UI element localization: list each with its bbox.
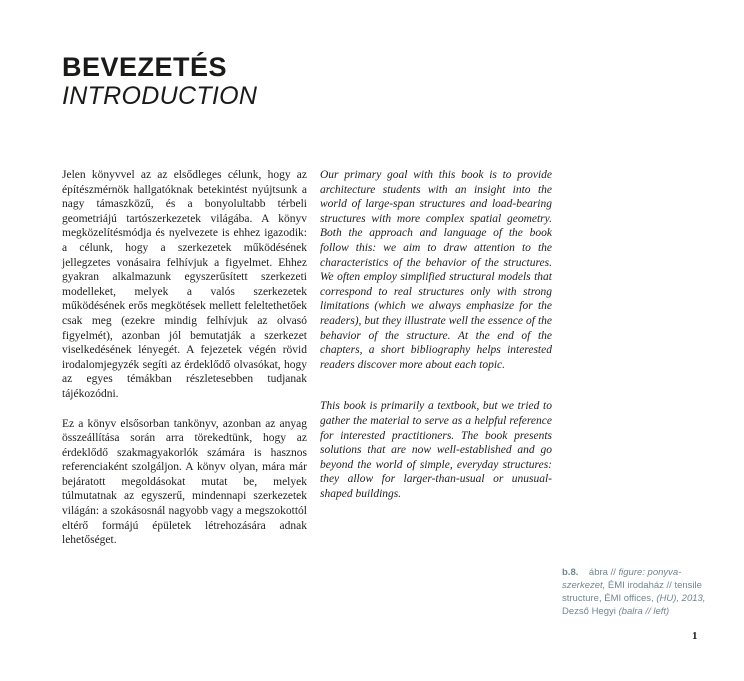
paragraph-hu-2: Ez a könyv elsősorban tankönyv, azonban az anyag összeállítása során arra törekedtünk, hogy az érdeklődő szakmagyakorlók számára is hasznos referenciaként szolgáljon. A könyv olyan, mára már bejáratott megoldásokat mutat be, melyek túlmutatnak az egyszerű, mindennapi szerkezetek világán: a szokásosnál nagyobb vagy a megszokottól eltérő formájú épületek létrehozására adnak lehetőséget. bbox=[62, 417, 307, 547]
caption-line: b.8. ábra // figure: ponyva- bbox=[562, 567, 682, 578]
page-number: 1 bbox=[692, 630, 698, 642]
caption-line: structure, ÉMI offices, (HU), 2013, bbox=[562, 593, 706, 604]
caption-line: szerkezet, ÉMI irodaház // tensile bbox=[562, 580, 702, 591]
chapter-title-hungarian: BEVEZETÉS bbox=[62, 52, 228, 82]
chapter-title-english: INTRODUCTION bbox=[62, 82, 258, 110]
figure-caption bbox=[562, 566, 712, 618]
chapter-title-block bbox=[62, 52, 257, 110]
column-english bbox=[320, 168, 552, 548]
paragraph-en-1: Our primary goal with this book is to provide architecture students with an insight into the world of large-span structures and load-bearing structures with more complex spatial geometry. Both the approach and language of the book follow this: we aim to draw attention to the characteristics of the behavior of the structures. We often employ simplified structural models that correspond to real structures only with strong limitations (which we always emphasize for the readers), but they illustrate well the essence of the behavior of the structure. At the end of the chapters, a short bibliography helps interested readers discover more about each topic. bbox=[320, 169, 552, 371]
caption-line: Dezső Hegyi (balra // left) bbox=[562, 606, 670, 617]
paragraph-hu-1: Jelen könyvvel az az elsődleges célunk, hogy az építészmérnök hallgatóknak betekintést nyújtsunk a nagy támaszközű, és a bonyolultabb térbeli geometriájú tartószerkezetek világába. A könyv megközelítésmódja és nyelvezete is ehhez igazodik: a célunk, hogy a szerkezetek működésének jellegzetes vonásaira felhívjuk a figyelmet. Ehhez gyakran alkalmazunk egyszerűsített szerkezeti modelleket, melyek a valós szerkezetek működésének erős megkötések mellett feleltethetőek csak meg (ezekre mindig felhívjuk az olvasó figyelmét), azonban jól bemutatják a szerkezet viselkedésének lényegét. A fejezetek végén rövid irodalomjegyzék segíti az érdeklődő olvasókat, hogy az egyes témákban részletesebben tudjanak tájékozódni. bbox=[62, 169, 307, 400]
body-columns bbox=[62, 168, 552, 548]
paragraph-en-2: This book is primarily a textbook, but we tried to gather the material to serve as a helpful reference for interested practitioners. The book presents solutions that are now well-established and go beyond the world of simple, everyday structures: they allow for larger-than-usual or unusual-shaped buildings. bbox=[320, 400, 552, 500]
column-hungarian bbox=[62, 168, 307, 548]
